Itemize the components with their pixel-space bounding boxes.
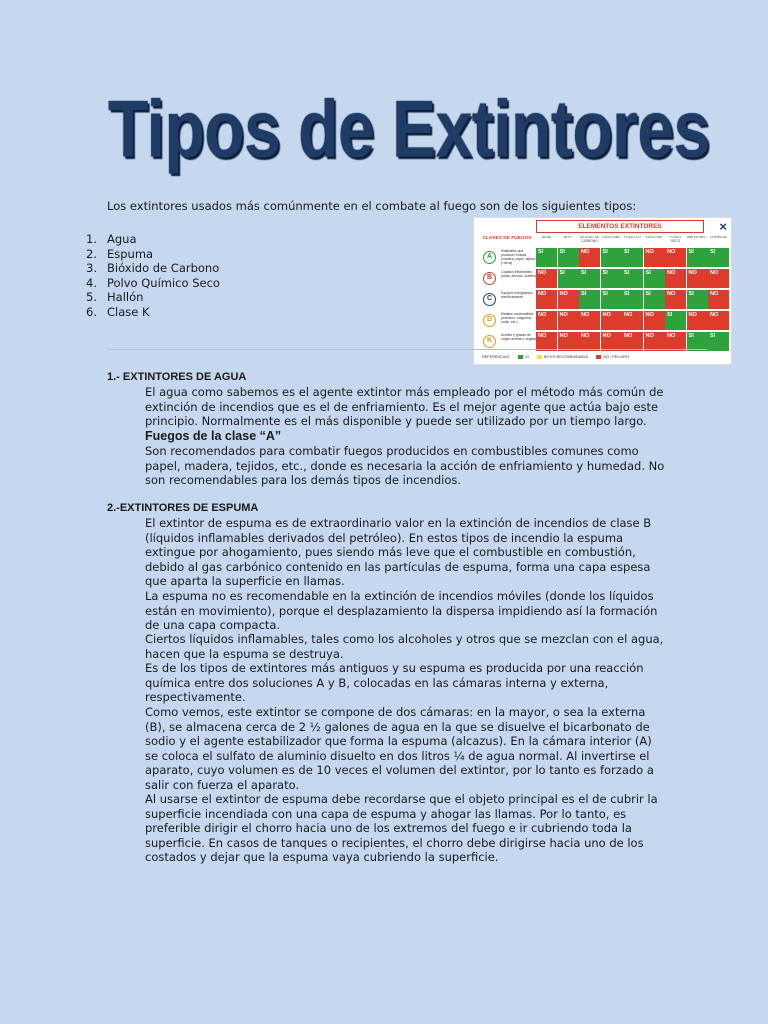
divider (107, 349, 707, 350)
chart-legend: REFERENCIAS: SI NO ES RECOMENDABLE NO / PELIGRO (482, 355, 630, 359)
chart-cell: SI (644, 290, 665, 309)
list-item (86, 276, 220, 291)
chart-cell: SI (622, 290, 643, 309)
fire-class-chart-image (473, 217, 732, 365)
chart-column-header: AGUA (541, 236, 552, 239)
chart-cell: NO (536, 332, 557, 351)
chart-cell: NO (601, 332, 622, 351)
chart-column-header: CHEMICAL (709, 236, 728, 239)
chart-cell: NO (687, 269, 708, 288)
close-icon[interactable]: × (719, 219, 727, 234)
chart-cell: SI (687, 248, 708, 267)
page-title: Tipos de Extintores (108, 83, 710, 174)
chart-cell: SI (601, 269, 622, 288)
water-paragraph: El agua como sabemos es el agente extintor más empleado por el método más común de extinción de incendios que es el de enfriamiento. Es el mejor agente que actúa bajo este principio. Normalmente es el más disponible y puede ser utilizado por un tiempo largo. (145, 385, 664, 429)
fire-class-icon: B (483, 272, 496, 285)
fire-class-description: Líquidos inflamables (nafta, alcohol, aceites) (501, 270, 537, 278)
list-label: Clase K (107, 304, 150, 319)
list-item (86, 290, 220, 305)
section-heading-foam: 2.-EXTINTORES DE ESPUMA (107, 502, 259, 514)
chart-cell: NO (601, 311, 622, 330)
chart-column-header: POLVO SECO (669, 236, 682, 243)
list-number: 4. (86, 275, 97, 290)
chart-cell: SI (665, 311, 686, 330)
chart-column-header: POLVO BC (645, 236, 663, 239)
chart-column-header: POLVO CO (624, 236, 641, 239)
chart-cell: NO (687, 311, 708, 330)
chart-cell: NO (558, 332, 579, 351)
chart-column-header: WATER MIST (686, 236, 708, 239)
chart-cell: NO (644, 311, 665, 330)
chart-cell: NO (665, 248, 686, 267)
chart-cell: NO (708, 290, 729, 309)
chart-cell: NO (708, 311, 729, 330)
chart-cell: NO (536, 311, 557, 330)
list-number: 2. (86, 246, 97, 261)
chart-cell: NO (665, 269, 686, 288)
chart-cell: NO (644, 332, 665, 351)
chart-cell: SI (601, 248, 622, 267)
chart-column-header: POLVO ABC (601, 236, 621, 239)
chart-header: ELEMENTOS EXTINTORES (536, 220, 704, 233)
foam-paragraph: El extintor de espuma es de extraordinario valor en la extinción de incendios de clase B (líquidos inflamables derivados del petróleo). En estos tipos de incendio la espuma extingue por ahogamiento, pues siendo más leve que el combustible en combustión, debido al gas carbónico contenido en las partículas de espuma, forma una capa espesa que aparta la superficie en llamas. (145, 516, 652, 589)
list-item (86, 247, 220, 262)
chart-row-header: CLASES DE FUEGOS (482, 236, 532, 241)
chart-cell: NO (579, 332, 600, 351)
chart-cell: NO (644, 248, 665, 267)
chart-cell: SI (579, 269, 600, 288)
list-label: Espuma (107, 246, 154, 261)
chart-cell: NO (622, 332, 643, 351)
chart-cell: SI (622, 248, 643, 267)
chart-cell: SI (558, 269, 579, 288)
chart-cell: NO (536, 290, 557, 309)
list-label: Bióxido de Carbono (107, 261, 220, 275)
chart-cell: NO (558, 290, 579, 309)
intro-text: Los extintores usados más comúnmente en el combate al fuego son de los siguientes tipos: (107, 199, 637, 213)
list-number: 3. (86, 261, 97, 275)
chart-cell: SI (708, 248, 729, 267)
chart-cell: NO (579, 311, 600, 330)
section-heading-water: 1.- EXTINTORES DE AGUA (107, 371, 247, 383)
list-number: 5. (86, 290, 97, 304)
list-number: 1. (86, 232, 97, 246)
extinguisher-type-list (86, 232, 220, 319)
list-number: 6. (86, 304, 97, 319)
foam-paragraph: Es de los tipos de extintores más antiguos y su espuma es producida por una reacción química entre dos soluciones A y B, colocadas en las cámaras interna y externa, respectivamente. (145, 661, 644, 705)
chart-cell: NO (558, 311, 579, 330)
chart-column-header: AFFF (563, 236, 573, 239)
fire-class-description: Aceites y grasas de origen animal o vegetal (501, 333, 537, 341)
list-item (86, 305, 220, 320)
chart-cell: NO (622, 311, 643, 330)
fire-class-description: Metales combustibles (aluminio, magnesio, sodio, etc.) (501, 312, 534, 324)
chart-cell: SI (644, 269, 665, 288)
chart-cell: SI (601, 290, 622, 309)
list-label: Polvo Químico Seco (107, 275, 220, 290)
fire-class-icon: K (483, 335, 496, 348)
foam-paragraph: Al usarse el extintor de espuma debe recordarse que el objeto principal es el de cubrir la superficie incendiada con una capa de espuma y ahogar las llamas. Por lo tanto, es preferible dirigir el chorro hacia uno de los extremos del fuego e ir cubriendo toda la superficie. En casos de tanques o recipientes, el chorro debe dirigirse hacia uno de los costados y dejar que la espuma vaya cubriendo la superficie. (145, 792, 658, 865)
chart-cell: NO (708, 269, 729, 288)
chart-cell: SI (687, 332, 708, 351)
chart-cell: NO (536, 269, 557, 288)
foam-paragraph: La espuma no es recomendable en la extinción de incendios móviles (donde los líquidos están en movimiento), porque el desplazamiento la dispersa impidiendo así la formación de una capa compacta. (145, 589, 658, 633)
fire-class-icon: C (483, 293, 496, 306)
chart-cell: SI (708, 332, 729, 351)
fire-class-icon: A (483, 251, 496, 264)
chart-cell: SI (558, 248, 579, 267)
foam-paragraph: Como vemos, este extintor se compone de dos cámaras: en la mayor, o sea la externa (B), se almacena cerca de 2 ½ galones de agua en la que se disuelve el bicarbonato de sodio y el agente estabilizador que forma la espuma (alcazus). En la cámara interior (A) se coloca el sulfato de aluminio disuelto en dos litros ¼ de agua normal. Al invertirse el aparato, cuyo volumen es de 10 veces el volumen del extintor, por lo tanto es forzado a salir con fuerza el aparato. (145, 705, 654, 792)
chart-cell: NO (665, 332, 686, 351)
chart-column-header: DIÓXIDO DE CARBONO (579, 236, 600, 243)
chart-cell: SI (687, 290, 708, 309)
fire-class-description: Materiales que producen brasas (madera, papel, tejidos y otros) (501, 249, 536, 265)
fire-class-icon: D (483, 314, 496, 327)
chart-cell: SI (579, 290, 600, 309)
chart-cell: NO (579, 248, 600, 267)
list-item (86, 261, 220, 276)
foam-paragraph: Ciertos líquidos inflamables, tales como los alcoholes y otros que se mezclan con el agua, hacen que la espuma se destruya. (145, 632, 664, 661)
chart-cell: SI (536, 248, 557, 267)
list-label: Hallón (107, 290, 144, 304)
list-item (86, 232, 220, 247)
class-a-paragraph: Son recomendados para combatir fuegos producidos en combustibles comunes como papel, madera, tejidos, etc., donde es necesaria la acción de enfriamiento y humedad. No son recomendables para los demás tipos de incendios. (145, 444, 665, 488)
chart-cell: SI (622, 269, 643, 288)
class-a-heading: Fuegos de la clase “A” (145, 429, 282, 443)
list-label: Agua (107, 232, 137, 246)
chart-cell: NO (665, 290, 686, 309)
fire-class-description: Equipos energizados electricamente (501, 291, 533, 299)
